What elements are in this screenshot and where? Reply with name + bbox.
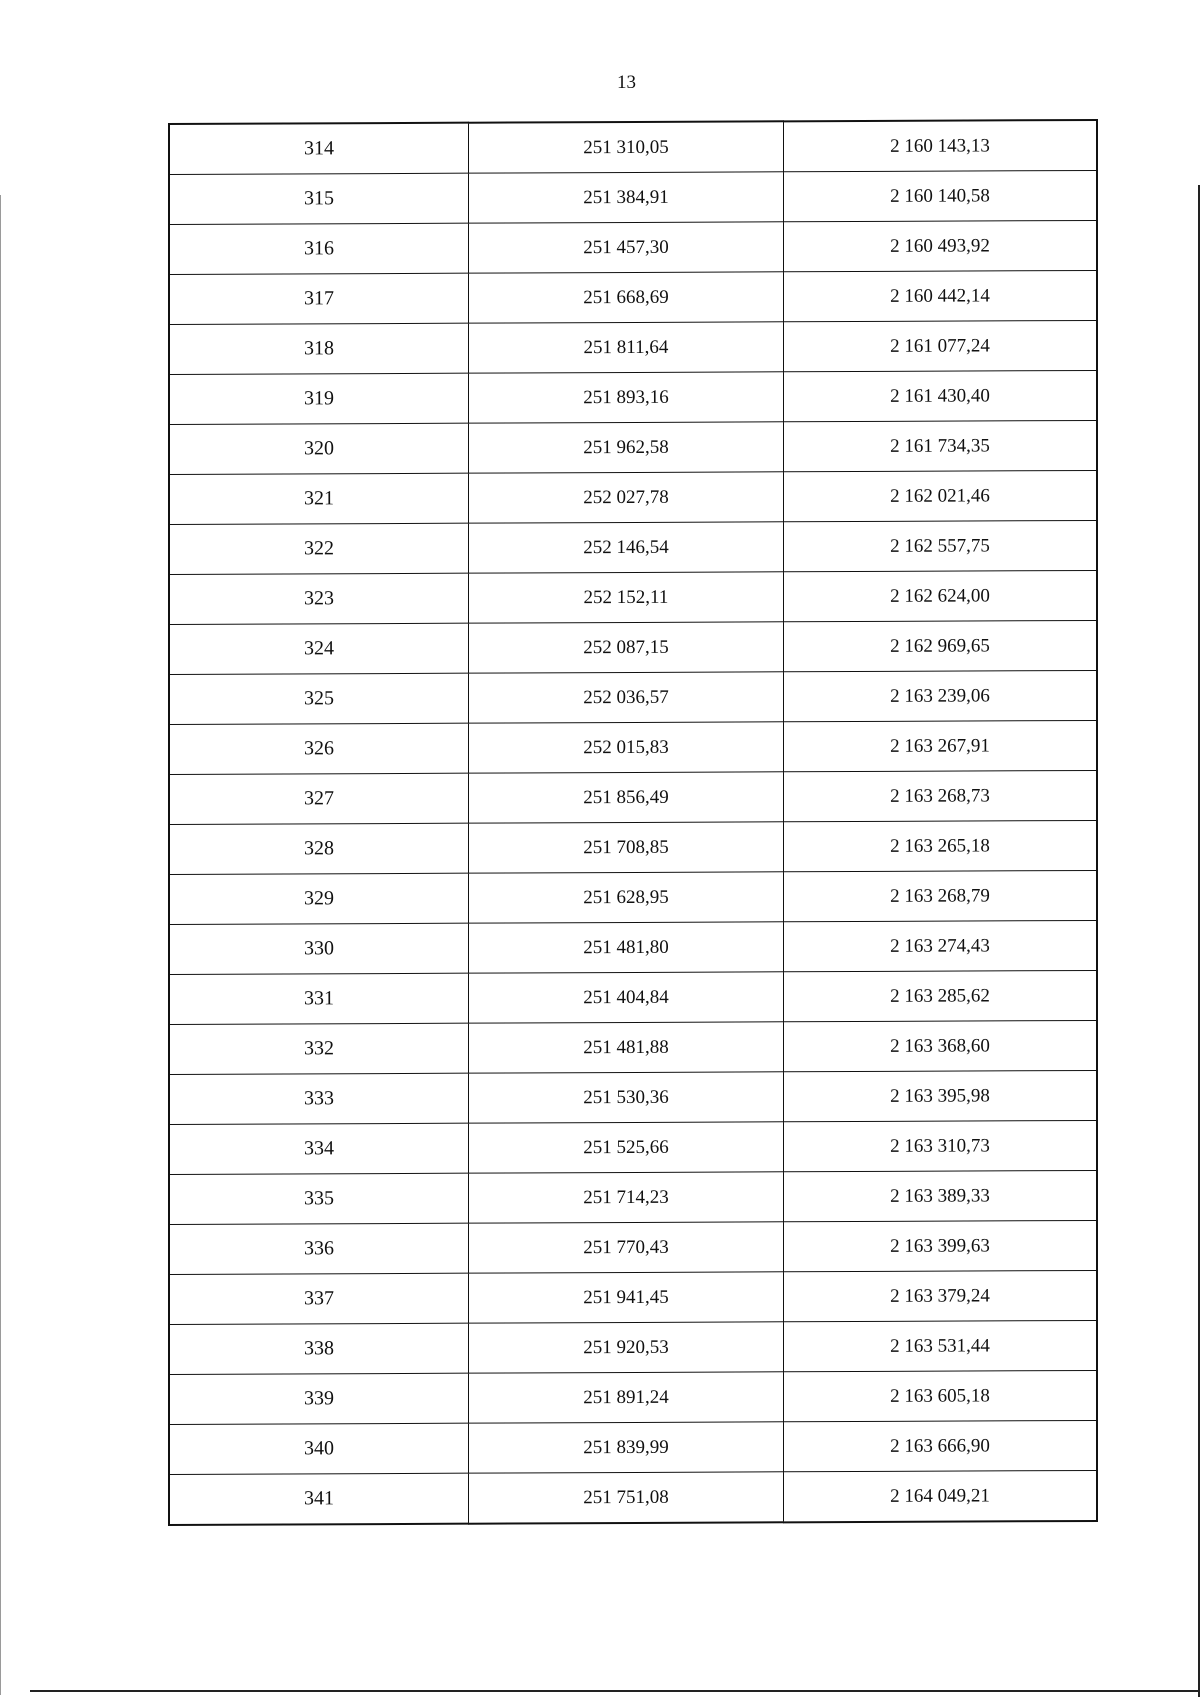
page-edge-left bbox=[0, 195, 1, 1695]
table-row bbox=[169, 170, 1097, 224]
table-row bbox=[169, 1370, 1097, 1424]
y-coordinate-cell: 2 162 021,46 bbox=[783, 470, 1097, 521]
x-coordinate-cell: 251 481,80 bbox=[468, 922, 783, 973]
point-number-cell: 317 bbox=[169, 273, 468, 324]
x-coordinate-cell: 251 856,49 bbox=[468, 772, 783, 823]
x-coordinate-cell: 252 152,11 bbox=[468, 572, 783, 623]
point-number-cell: 318 bbox=[169, 323, 468, 374]
point-number-cell: 334 bbox=[169, 1123, 468, 1174]
table-row bbox=[169, 270, 1097, 324]
table-row bbox=[169, 770, 1097, 824]
x-coordinate-cell: 251 628,95 bbox=[468, 872, 783, 923]
table-row bbox=[169, 720, 1097, 774]
point-number-cell: 321 bbox=[169, 473, 468, 524]
x-coordinate-cell: 251 525,66 bbox=[468, 1122, 783, 1173]
x-coordinate-cell: 251 310,05 bbox=[468, 121, 783, 173]
point-number-cell: 325 bbox=[169, 673, 468, 724]
y-coordinate-cell: 2 163 265,18 bbox=[783, 820, 1097, 871]
x-coordinate-cell: 252 087,15 bbox=[468, 622, 783, 673]
table-row bbox=[169, 1220, 1097, 1274]
point-number-cell: 327 bbox=[169, 773, 468, 824]
point-number-cell: 331 bbox=[169, 973, 468, 1024]
x-coordinate-cell: 251 962,58 bbox=[468, 422, 783, 473]
y-coordinate-cell: 2 163 274,43 bbox=[783, 920, 1097, 971]
y-coordinate-cell: 2 163 285,62 bbox=[783, 970, 1097, 1021]
x-coordinate-cell: 251 751,08 bbox=[468, 1472, 783, 1524]
y-coordinate-cell: 2 163 666,90 bbox=[783, 1420, 1097, 1471]
point-number-cell: 339 bbox=[169, 1373, 468, 1424]
table-row bbox=[169, 1270, 1097, 1324]
point-number-cell: 341 bbox=[169, 1473, 468, 1525]
y-coordinate-cell: 2 161 734,35 bbox=[783, 420, 1097, 471]
point-number-cell: 335 bbox=[169, 1173, 468, 1224]
y-coordinate-cell: 2 161 430,40 bbox=[783, 370, 1097, 421]
y-coordinate-cell: 2 163 395,98 bbox=[783, 1070, 1097, 1121]
point-number-cell: 323 bbox=[169, 573, 468, 624]
y-coordinate-cell: 2 163 605,18 bbox=[783, 1370, 1097, 1421]
y-coordinate-cell: 2 161 077,24 bbox=[783, 320, 1097, 371]
table-row bbox=[169, 1020, 1097, 1074]
page-number: 13 bbox=[617, 72, 636, 93]
x-coordinate-cell: 251 891,24 bbox=[468, 1372, 783, 1423]
point-number-cell: 329 bbox=[169, 873, 468, 924]
table-row bbox=[169, 620, 1097, 674]
point-number-cell: 326 bbox=[169, 723, 468, 774]
coordinates-table bbox=[168, 119, 1098, 1526]
x-coordinate-cell: 251 457,30 bbox=[468, 222, 783, 273]
table-row bbox=[169, 1470, 1097, 1525]
y-coordinate-cell: 2 163 399,63 bbox=[783, 1220, 1097, 1271]
x-coordinate-cell: 251 384,91 bbox=[468, 172, 783, 223]
x-coordinate-cell: 251 404,84 bbox=[468, 972, 783, 1023]
x-coordinate-cell: 251 530,36 bbox=[468, 1072, 783, 1123]
x-coordinate-cell: 251 481,88 bbox=[468, 1022, 783, 1073]
y-coordinate-cell: 2 162 624,00 bbox=[783, 570, 1097, 621]
point-number-cell: 322 bbox=[169, 523, 468, 574]
y-coordinate-cell: 2 164 049,21 bbox=[783, 1470, 1097, 1522]
x-coordinate-cell: 251 839,99 bbox=[468, 1422, 783, 1473]
table-row bbox=[169, 570, 1097, 624]
point-number-cell: 332 bbox=[169, 1023, 468, 1074]
table-row bbox=[169, 370, 1097, 424]
y-coordinate-cell: 2 162 969,65 bbox=[783, 620, 1097, 671]
table-row bbox=[169, 820, 1097, 874]
y-coordinate-cell: 2 160 140,58 bbox=[783, 170, 1097, 221]
table-row bbox=[169, 1170, 1097, 1224]
point-number-cell: 328 bbox=[169, 823, 468, 874]
x-coordinate-cell: 252 015,83 bbox=[468, 722, 783, 773]
x-coordinate-cell: 252 146,54 bbox=[468, 522, 783, 573]
page-edge-bottom bbox=[30, 1690, 1200, 1692]
table-row bbox=[169, 670, 1097, 724]
x-coordinate-cell: 251 668,69 bbox=[468, 272, 783, 323]
table-row bbox=[169, 220, 1097, 274]
y-coordinate-cell: 2 163 379,24 bbox=[783, 1270, 1097, 1321]
table-row bbox=[169, 970, 1097, 1024]
y-coordinate-cell: 2 163 531,44 bbox=[783, 1320, 1097, 1371]
coordinates-table-body bbox=[169, 120, 1097, 1525]
table-row bbox=[169, 1070, 1097, 1124]
table-row bbox=[169, 470, 1097, 524]
point-number-cell: 315 bbox=[169, 173, 468, 224]
y-coordinate-cell: 2 163 389,33 bbox=[783, 1170, 1097, 1221]
table-row bbox=[169, 420, 1097, 474]
y-coordinate-cell: 2 162 557,75 bbox=[783, 520, 1097, 571]
point-number-cell: 338 bbox=[169, 1323, 468, 1374]
table-row bbox=[169, 120, 1097, 175]
point-number-cell: 340 bbox=[169, 1423, 468, 1474]
y-coordinate-cell: 2 163 267,91 bbox=[783, 720, 1097, 771]
table-row bbox=[169, 1320, 1097, 1374]
point-number-cell: 333 bbox=[169, 1073, 468, 1124]
y-coordinate-cell: 2 160 493,92 bbox=[783, 220, 1097, 271]
point-number-cell: 337 bbox=[169, 1273, 468, 1324]
x-coordinate-cell: 251 811,64 bbox=[468, 322, 783, 373]
table-row bbox=[169, 320, 1097, 374]
y-coordinate-cell: 2 160 143,13 bbox=[783, 120, 1097, 172]
x-coordinate-cell: 251 893,16 bbox=[468, 372, 783, 423]
table-row bbox=[169, 920, 1097, 974]
point-number-cell: 330 bbox=[169, 923, 468, 974]
x-coordinate-cell: 251 770,43 bbox=[468, 1222, 783, 1273]
x-coordinate-cell: 252 027,78 bbox=[468, 472, 783, 523]
point-number-cell: 324 bbox=[169, 623, 468, 674]
y-coordinate-cell: 2 160 442,14 bbox=[783, 270, 1097, 321]
y-coordinate-cell: 2 163 268,73 bbox=[783, 770, 1097, 821]
x-coordinate-cell: 251 941,45 bbox=[468, 1272, 783, 1323]
point-number-cell: 320 bbox=[169, 423, 468, 474]
table-row bbox=[169, 520, 1097, 574]
table-row bbox=[169, 1120, 1097, 1174]
y-coordinate-cell: 2 163 310,73 bbox=[783, 1120, 1097, 1171]
point-number-cell: 314 bbox=[169, 123, 468, 175]
x-coordinate-cell: 252 036,57 bbox=[468, 672, 783, 723]
y-coordinate-cell: 2 163 239,06 bbox=[783, 670, 1097, 721]
point-number-cell: 316 bbox=[169, 223, 468, 274]
point-number-cell: 336 bbox=[169, 1223, 468, 1274]
y-coordinate-cell: 2 163 268,79 bbox=[783, 870, 1097, 921]
x-coordinate-cell: 251 714,23 bbox=[468, 1172, 783, 1223]
x-coordinate-cell: 251 920,53 bbox=[468, 1322, 783, 1373]
y-coordinate-cell: 2 163 368,60 bbox=[783, 1020, 1097, 1071]
point-number-cell: 319 bbox=[169, 373, 468, 424]
x-coordinate-cell: 251 708,85 bbox=[468, 822, 783, 873]
table-row bbox=[169, 1420, 1097, 1474]
table-row bbox=[169, 870, 1097, 924]
